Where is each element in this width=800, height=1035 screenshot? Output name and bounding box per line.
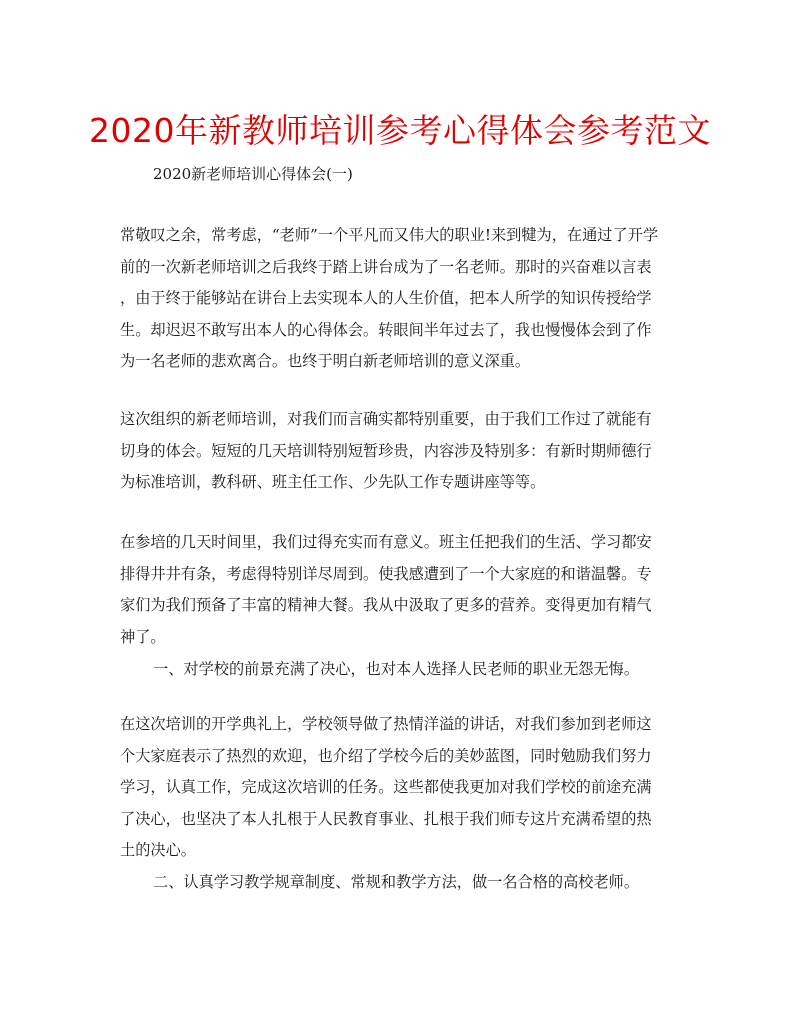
paragraph-line: 在参培的几天时间里，我们过得充实而有意义。班主任把我们的生活、学习都安: [120, 533, 652, 551]
paragraph-line: 神了。: [120, 627, 166, 646]
paragraph-line: 为一名老师的悲欢离合。也终于明白新老师培训的意义深重。: [120, 352, 531, 370]
paragraph-1: [120, 220, 688, 378]
paragraph-2: [120, 404, 688, 499]
paragraph-line: 个大家庭表示了热烈的欢迎，也介绍了学校今后的美妙蓝图，同时勉励我们努力: [120, 746, 652, 765]
paragraph-line: 为标准培训，教科研、班主任工作、少先队工作专题讲座等等。: [120, 473, 546, 491]
paragraph-line: 在这次培训的开学典礼上，学校领导做了热情洋溢的讲话，对我们参加到老师这: [120, 715, 652, 733]
paragraph-line: 土的决心。: [120, 841, 196, 859]
paragraph-line: 排得井井有条，考虑得特别详尽周到。使我感遭到了一个大家庭的和谐温馨。专: [120, 564, 652, 583]
paragraph-line: 常敬叹之余，常考虑，“老师”一个平凡而又伟大的职业!来到犍为，在通过了开学: [120, 226, 659, 244]
document-subtitle: 2020新老师培训心得体会(一): [153, 165, 353, 183]
paragraph-line: 了决心，也坚决了本人扎根于人民教育事业、扎根于我们师专这片充满希望的热: [120, 809, 652, 828]
paragraph-line: 家们为我们预备了丰富的精神大餐。我从中汲取了更多的营养。变得更加有精气: [120, 596, 652, 614]
paragraph-line: 切身的体会。短短的几天培训特别短暂珍贵，内容涉及特别多：有新时期师德行: [120, 441, 652, 460]
paragraph-3: [120, 527, 688, 653]
document-title: 2020年新教师培训参考心得体会参考范文: [89, 111, 711, 150]
section-heading-1: 一、对学校的前景充满了决心，也对本人选择人民老师的职业无怨无悔。: [153, 660, 639, 678]
section-heading-2: 二、认真学习教学规章制度、常规和教学方法，做一名合格的高校老师。: [153, 873, 639, 891]
paragraph-line: 生。却迟迟不敢写出本人的心得体会。转眼间半年过去了，我也慢慢体会到了作: [120, 320, 652, 339]
paragraph-line: 这次组织的新老师培训，对我们而言确实都特别重要，由于我们工作过了就能有: [120, 410, 652, 428]
paragraph-4: [120, 709, 688, 867]
paragraph-line: 学习，认真工作，完成这次培训的任务。这些都使我更加对我们学校的前途充满: [120, 778, 652, 796]
paragraph-line: 前的一次新老师培训之后我终于踏上讲台成为了一名老师。那时的兴奋难以言表: [120, 257, 652, 276]
paragraph-line: ，由于终于能够站在讲台上去实现本人的人生价值，把本人所学的知识传授给学: [120, 289, 652, 307]
